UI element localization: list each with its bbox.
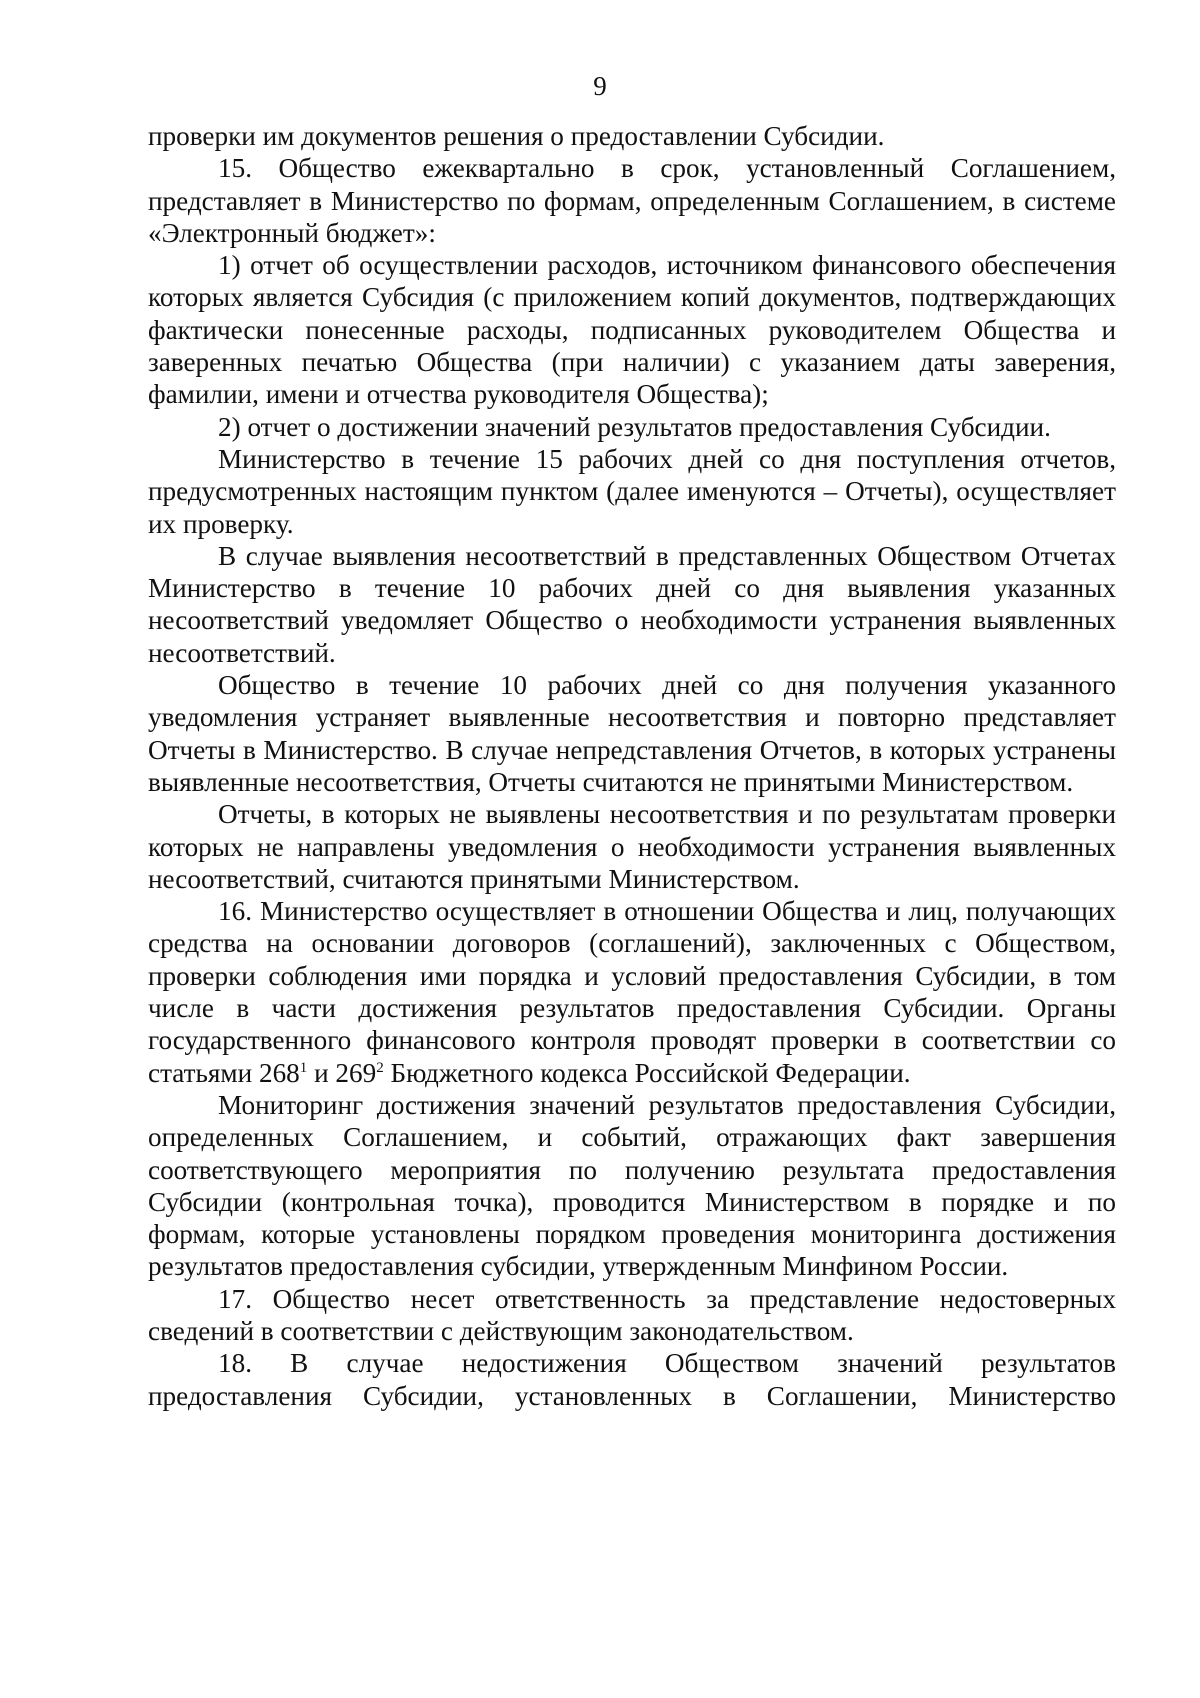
- footnote-superscript-1: 1: [299, 1059, 308, 1076]
- paragraph-subitem-1: 1) отчет об осуществлении расходов, источником финансового обеспечения которых является Субсидия (с приложением копий документов, подтверждающих фактически понесенные расходы, подписанных руководителем Общества и заверенных печатью Общества (при наличии) с указанием даты заверения, фамилии, имени и отчества руководителя Общества);: [148, 250, 1116, 410]
- item-16-text-end: Бюджетного кодекса Российской Федерации.: [383, 1057, 911, 1088]
- paragraph-subitem-2: 2) отчет о достижении значений результатов предоставления Субсидии.: [218, 411, 1051, 442]
- paragraph-review-term: Министерство в течение 15 рабочих дней со дня поступления отчетов, предусмотренных настоящим пунктом (далее именуются – Отчеты), осуществляет их проверку.: [148, 443, 1116, 539]
- paragraph-elimination: Общество в течение 10 рабочих дней со дня получения указанного уведомления устраняет выявленные несоответствия и повторно представляет Отчеты в Министерство. В случае непредставления Отчетов, в которых устранены выявленные несоответствия, Отчеты считаются не принятыми Министерством.: [148, 670, 1116, 797]
- paragraph-accepted-reports: Отчеты, в которых не выявлены несоответствия и по результатам проверки которых не направлены уведомления о необходимости устранения выявленных несоответствий, считаются принятыми Министерством.: [148, 799, 1116, 894]
- paragraph-monitoring: Мониторинг достижения значений результатов предоставления Субсидии, определенных Соглашением, и событий, отражающих факт завершения соответствующего мероприятия по получению результата предоставления Субсидии (контрольная точка), проводится Министерством в порядке и по формам, которые установлены порядком проведения мониторинга достижения результатов предоставления субсидии, утвержденным Минфином России.: [148, 1089, 1116, 1282]
- paragraph-discrepancies: В случае выявления несоответствий в представленных Обществом Отчетах Министерство в течение 10 рабочих дней со дня выявления указанных несоответствий уведомляет Общество о необходимости устранения выявленных несоответствий.: [148, 540, 1116, 668]
- paragraph-continuation: проверки им документов решения о предоставлении Субсидии.: [148, 121, 885, 151]
- item-16-text-middle: и 269: [307, 1057, 377, 1088]
- page-number: 9: [593, 71, 607, 101]
- document-body: [148, 120, 1116, 1412]
- paragraph-item-17: 17. Общество несет ответственность за представление недостоверных сведений в соответствии с действующим законодательством.: [148, 1283, 1116, 1346]
- paragraph-item-18: 18. В случае недостижения Обществом значений результатов предоставления Субсидии, установленных в Соглашении, Министерство: [148, 1348, 1116, 1411]
- paragraph-item-15: 15. Общество ежеквартально в срок, установленный Соглашением, представляет в Министерство по формам, определенным Соглашением, в системе «Электронный бюджет»:: [148, 153, 1116, 248]
- paragraph-item-16: [148, 895, 1116, 1089]
- footnote-superscript-2: 2: [376, 1059, 384, 1076]
- item-16-text-start: 16. Министерство осуществляет в отношении Общества и лиц, получающих средства на основании договоров (соглашений), заключенных с Обществом, проверки соблюдения ими порядка и условий предоставления Субсидии, в том числе в части достижения результатов предоставления Субсидии. Органы государственного финансового контроля проводят проверки в соответствии со статьями 268: [148, 896, 1116, 1088]
